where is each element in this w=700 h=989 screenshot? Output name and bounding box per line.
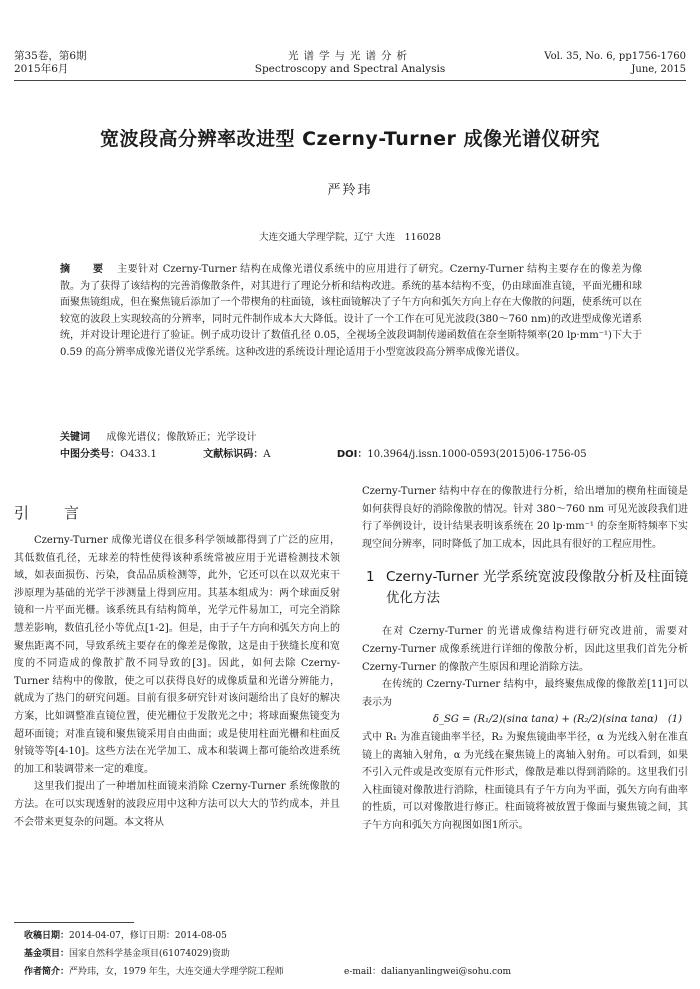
clc-value: O433.1 (120, 449, 157, 460)
intro-heading: 引 言 (14, 504, 90, 522)
received-label: 收稿日期： (24, 931, 70, 941)
journal-name-en: Spectroscopy and Spectral Analysis (254, 63, 446, 75)
publication-date-cn: 2015年6月 (14, 63, 69, 75)
section-1-paragraph-2: 在传统的 Czerny-Turner 结构中，最终聚焦成像的像散差[11]可以表示为 (362, 679, 688, 708)
intro-paragraph-1: Czerny-Turner 成像光谱仪在很多科学领域都得到了广泛的应用，其低数值孔径，无球差的特性使得该种系统常被应用于光谱检测技术领域，如表面损伤、污染，食品品质检测等，此外，它还可以在以双光束干涉原理为基础的光学干涉测量上得到应用。其基本组成为：两个球面反射镜和一片平面光栅。该系统具有结构简单，光学元件易加工，可完全消除慧差影响，数值孔径小等优点[1-2]。但是，由于子午方向和弧矢方向上的聚焦距离不同，导致系统主要存在的像差是像散，这是由于狭缝长度和宽度的不同造成的像散扩散不同导致的[3]。因此，如何去除 Czerny-Turner 结构中的像散，使之可以获得良好的成像质量和光谱分辨能力，就成为了热门的研究问题。目前有很多研究针对该问题给出了良好的解决方案，比如调整准直镜位置，使光栅位于发散光之中；将球面聚焦镜变为超环面镜；对准直镜和聚焦镜采用自由曲面；或是使用柱面光栅和柱面反射镜等等[4-10]。这些方法在光学加工、成本和装调上都可能给改进系统的加工和装调带来一定的难度。 (14, 535, 340, 775)
doc-code-value: A (263, 449, 271, 460)
intro-paragraph-2: 这里我们提出了一种增加柱面镜来消除 Czerny-Turner 系统像散的方法。在可以实现透射的波段应用中这种方法可以大大的节约成本，并且不会带来更复杂的问题。本文将从 (14, 781, 340, 828)
doc-code-label: 文献标识码： (203, 449, 264, 460)
author-name: 严羚玮 (327, 183, 373, 198)
doi-value: 10.3964/j.issn.1000-0593(2015)06-1756-05 (367, 449, 587, 460)
abstract-text: 主要针对 Czerny-Turner 结构在成像光谱仪系统中的应用进行了研究。Czerny-Turner 结构主要存在的像差为像散。为了获得了该结构的完善消像散条件，对其进行了理论分析和结构改进。系统的基本结构不变，仍由球面准直镜，平面光栅和球面聚焦镜组成，但在聚焦镜后添加了一个带楔角的柱面镜，该柱面镜解决了子午方向和弧矢方向上存在大像散的问题，使系统可以在较宽的波段上实现较高的分辨率，同时元件制作成本大大降低。设计了一个工作在可见光波段(380～760 nm)的改进型成像光谱系统，并对设计理论进行了验证。例子成功设计了数值孔径 0.05，全视场全波段调制传递函数值在奈奎斯特频率(20 lp·mm⁻¹)下大于 0.59 的高分辨率成像光谱仪光学系统。这种改进的系统设计理论适用于小型宽波段高分辨率成像光谱仪。 (60, 264, 643, 358)
keywords (60, 430, 642, 446)
citation-info (544, 50, 686, 76)
abstract-label: 摘 要 (60, 264, 110, 275)
fund-label: 基金项目： (24, 949, 70, 959)
right-column (362, 483, 688, 835)
fund-text: 国家自然科学基金项目(61074029)资助 (69, 949, 230, 959)
section-1-title: Czerny-Turner 光学系统宽波段像散分析及柱面镜优化方法 (386, 569, 688, 607)
intro-paragraph-3: Czerny-Turner 结构中存在的像散进行分析，给出增加的楔角柱面镜是如何获得良好的消除像散的情况。针对 380～760 nm 可见光波段我们进行了举例设计，设计结果表明该系统在 20 lp·mm⁻¹ 的奈奎斯特频率下实现空间分辨率，同时降低了加工成本，因此具有很好的工程应用性。 (362, 486, 688, 550)
equation-1: δ_SG = (R₁/2)(sinα tanα) + (R₂/2)(sinα tanα) (1) (433, 714, 682, 726)
abstract (60, 262, 642, 362)
volume-issue: 第35卷，第6期 (14, 50, 87, 62)
footnote-received (24, 930, 227, 942)
classification (60, 447, 642, 463)
bio-text: 严羚玮，女，1979 年生，大连交通大学理学院工程师 (69, 967, 284, 977)
left-column (14, 532, 340, 831)
volume-pages: Vol. 35, No. 6, pp1756-1760 (544, 51, 686, 62)
footnote-fund (24, 948, 230, 960)
section-1-number: 1 (366, 569, 375, 586)
paper-title: 宽波段高分辨率改进型 Czerny-Turner 成像光谱仪研究 (99, 128, 601, 150)
doi-label: DOI： (336, 449, 368, 460)
publication-date-en: June, 2015 (631, 64, 686, 75)
section-1-paragraph-1: 在对 Czerny-Turner 的光谱成像结构进行研究改进前，需要对 Czerny-Turner 成像系统进行详细的像散分析，因此这里我们首先分析 Czerny-Turner 的像散产生原因和理论消除方法。 (362, 626, 688, 673)
keywords-text: 成像光谱仪；像散矫正；光学设计 (106, 432, 257, 443)
author-email[interactable]: e-mail：dalianyanlingwei@sohu.com (344, 967, 512, 977)
received-dates: 2014-04-07，修订日期：2014-08-05 (69, 931, 227, 941)
footnote-author-bio (24, 966, 684, 978)
header-divider (14, 80, 686, 81)
bio-label: 作者简介： (24, 967, 70, 977)
section-1-paragraph-3: 式中 R₁ 为准直镜曲率半径，R₂ 为聚焦镜曲率半径，α 为光线入射在准直镜上的离轴入射角，α 为光线在聚焦镜上的离轴入射角。可以看到，如果不引入元件或是改变原有元件形式，像散是难以得到消除的。这里我们引入柱面镜对像散进行消除，柱面镜具有子午方向为平面，弧矢方向有曲率的性质，可以对像散进行修正。柱面镜将被放置于像面与聚焦镜之间，其子午方向和弧矢方向视图如图1所示。 (362, 731, 688, 831)
keywords-label: 关键词 (60, 432, 90, 443)
journal-name-cn: 光谱学与光谱分析 (288, 50, 412, 62)
footnote-divider (14, 922, 134, 923)
affiliation: 大连交通大学理学院，辽宁 大连 116028 (259, 232, 441, 243)
section-1-heading (362, 567, 688, 609)
clc-label: 中图分类号： (60, 449, 120, 460)
